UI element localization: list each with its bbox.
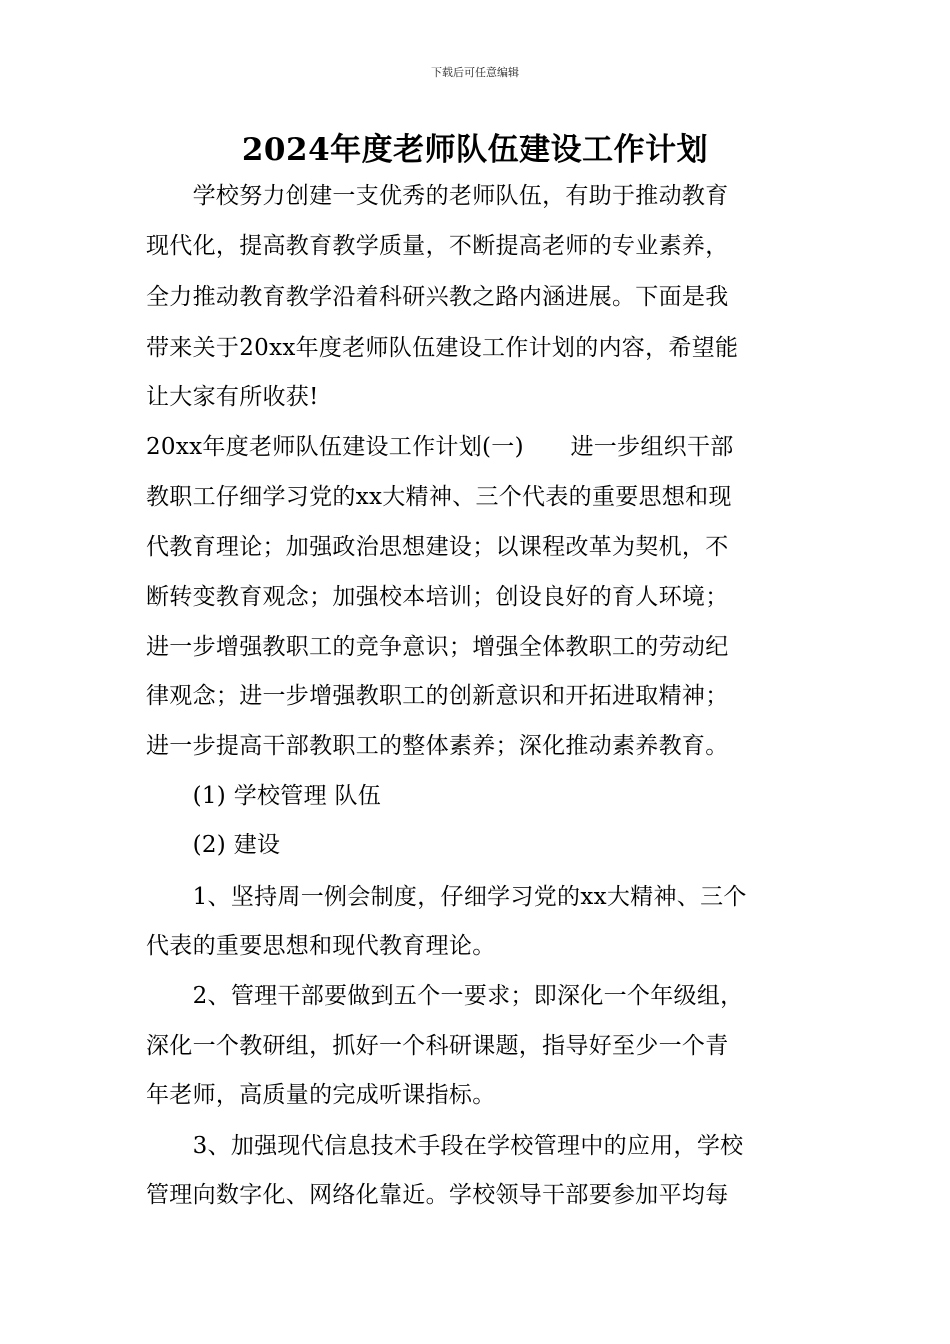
body-line: 深化一个教研组，抓好一个科研课题，指导好至少一个青 [146, 1033, 729, 1059]
header-note: 下载后可任意编辑 [431, 66, 519, 79]
body-line: 3、加强现代信息技术手段在学校管理中的应用，学校 [146, 1133, 744, 1159]
body-line: 断转变教育观念；加强校本培训；创设良好的育人环境； [146, 584, 729, 610]
body-line: 教职工仔细学习党的xx大精神、三个代表的重要思想和现 [146, 484, 732, 510]
body-line: 代教育理论；加强政治思想建设；以课程改革为契机，不 [146, 534, 729, 560]
body-line: 年老师，高质量的完成听课指标。 [146, 1082, 496, 1108]
document-title: 2024年度老师队伍建设工作计划 [241, 132, 709, 168]
body-line: 进一步增强教职工的竞争意识；增强全体教职工的劳动纪 [146, 634, 729, 660]
body-line: (1) 学校管理 队伍 [146, 783, 382, 809]
body-line: 管理向数字化、网络化靠近。学校领导干部要参加平均每 [146, 1182, 729, 1208]
body-line: 1、坚持周一例会制度，仔细学习党的xx大精神、三个 [146, 884, 747, 910]
body-line: 2、管理干部要做到五个一要求；即深化一个年级组， [146, 983, 744, 1009]
body-line: 代表的重要思想和现代教育理论。 [146, 933, 496, 959]
body-line: 全力推动教育教学沿着科研兴教之路内涵进展。下面是我 [146, 284, 729, 310]
body-line: 进一步提高干部教职工的整体素养；深化推动素养教育。 [146, 733, 729, 759]
body-line: 20xx年度老师队伍建设工作计划(一) 进一步组织干部 [146, 434, 734, 460]
body-line: 学校努力创建一支优秀的老师队伍，有助于推动教育 [146, 183, 729, 209]
body-line: (2) 建设 [146, 832, 281, 858]
body-line: 带来关于20xx年度老师队伍建设工作计划的内容，希望能 [146, 335, 739, 361]
body-line: 现代化，提高教育教学质量，不断提高老师的专业素养， [146, 233, 729, 259]
body-line: 让大家有所收获! [146, 384, 319, 410]
body-line: 律观念；进一步增强教职工的创新意识和开拓进取精神； [146, 683, 729, 709]
